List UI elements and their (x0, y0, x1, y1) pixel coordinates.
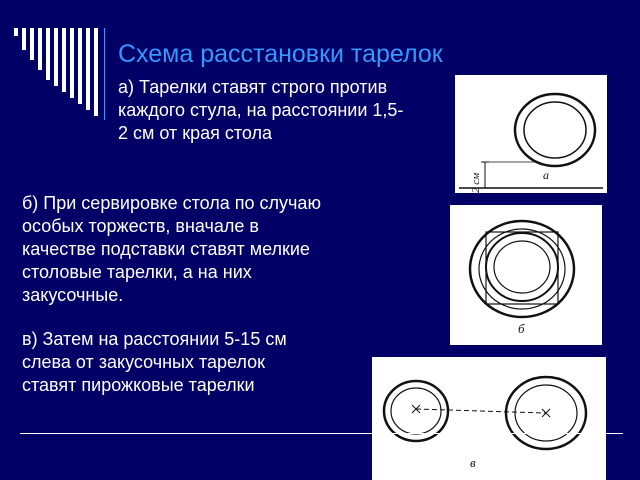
paragraph-b: б) При сервировке стола по случаю особых торжеств, вначале в качестве подставки ставят мелкие столовые тарелки, а на них закусочные. (22, 193, 321, 305)
plate-outer-ring (515, 94, 595, 166)
footer-divider (20, 433, 623, 434)
distance-dashed-line (416, 409, 546, 413)
paragraph-a: а) Тарелки ставят строго против каждого стула, на расстоянии 1,5-2 см от края стола (118, 77, 404, 143)
pie-plate-outer (384, 381, 448, 441)
figure-c-caption: в (470, 455, 476, 470)
figure-a-caption: а (543, 168, 549, 182)
figure-b-caption: б (518, 321, 525, 336)
snack-plate-inner (494, 241, 550, 293)
figure-a-plate-edge (455, 75, 607, 193)
plate-inner-ring (524, 102, 586, 158)
accent-vertical-line (104, 28, 105, 120)
slide-title: Схема расстановки тарелок (118, 40, 443, 68)
paragraph-c: в) Затем на расстоянии 5-15 см слева от закусочных тарелок ставят пирожковые тарелки (22, 329, 287, 395)
snack-plate-outer (486, 233, 558, 301)
pie-plate-inner (391, 388, 441, 434)
center-mark-right (542, 409, 550, 417)
dimension-label: 2 см (470, 172, 482, 193)
figure-b-stacked-plates (450, 205, 602, 345)
figure-c-pie-plate (372, 357, 606, 480)
